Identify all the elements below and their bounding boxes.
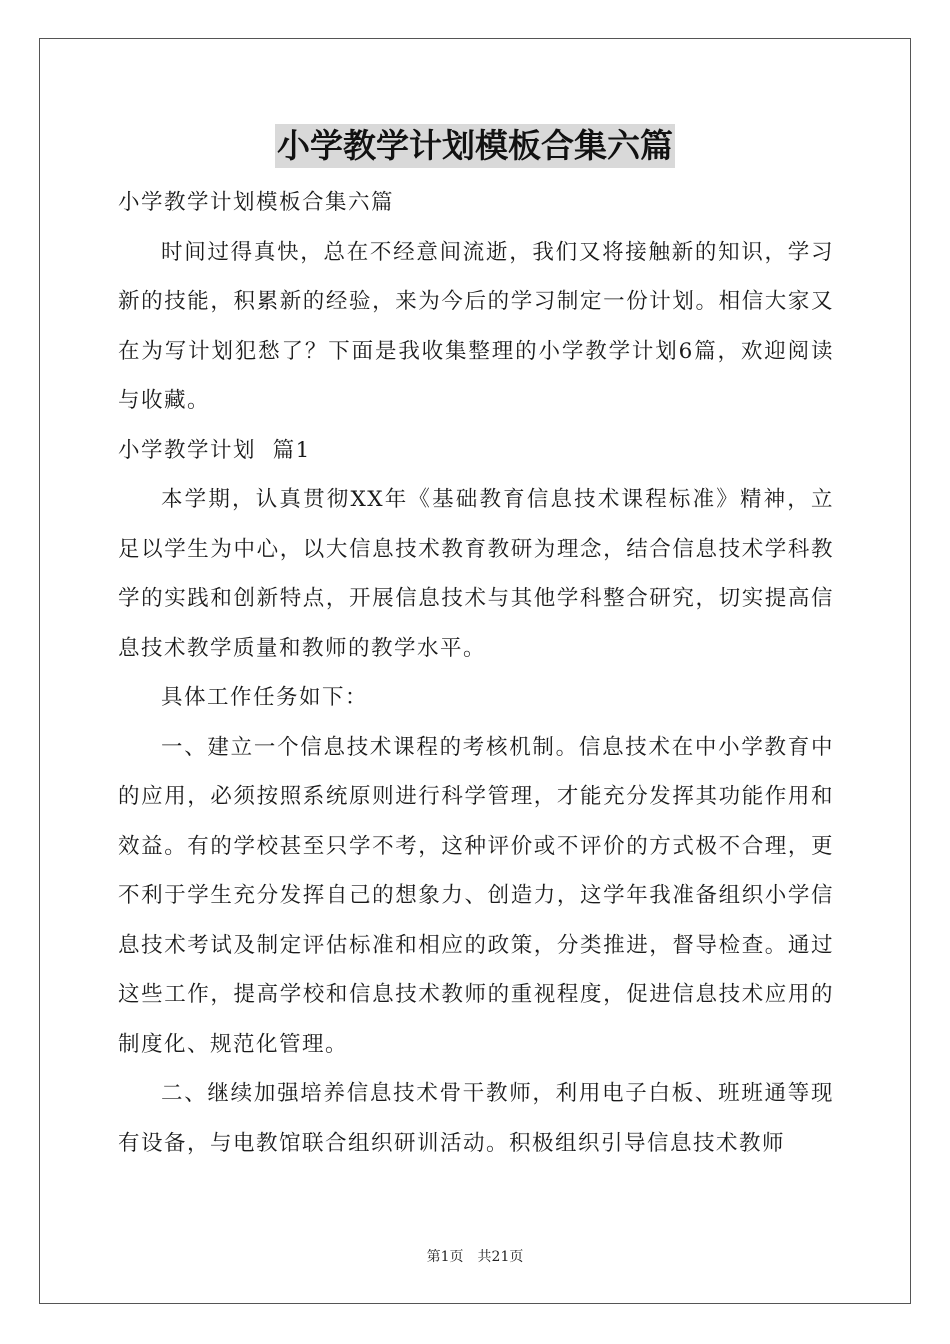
page-footer <box>0 1246 950 1266</box>
title-container <box>0 124 950 168</box>
paragraph-6: 二、继续加强培养信息技术骨干教师，利用电子白板、班班通等现有设备，与电教馆联合组织研训活动。积极组织引导信息技术教师 <box>118 1081 834 1156</box>
page-total: 共21页 <box>477 1249 524 1265</box>
paragraph-5: 一、建立一个信息技术课程的考核机制。信息技术在中小学教育中的应用，必须按照系统原则进行科学管理，才能充分发挥其功能作用和效益。有的学校甚至只学不考，这种评价或不评价的方式极不合理，更不利于学生充分发挥自己的想象力、创造力，这学年我准备组织小学信息技术考试及制定评估标准和相应的政策，分类推进，督导检查。通过这些工作，提高学校和信息技术教师的重视程度，促进信息技术应用的制度化、规范化管理。 <box>118 734 834 1057</box>
paragraph-2: 小学教学计划 篇1 <box>118 437 311 463</box>
document-body <box>118 178 834 1168</box>
paragraph-0: 小学教学计划模板合集六篇 <box>118 190 395 215</box>
paragraph-1: 时间过得真快，总在不经意间流逝，我们又将接触新的知识，学习新的技能，积累新的经验，来为今后的学习制定一份计划。相信大家又在为写计划犯愁了？下面是我收集整理的小学教学计划6篇，欢迎阅读与收藏。 <box>118 239 834 413</box>
paragraph-3: 本学期，认真贯彻XX年《基础教育信息技术课程标准》精神，立足以学生为中心，以大信息技术教育教研为理念，结合信息技术学科教学的实践和创新特点，开展信息技术与其他学科整合研究，切实提高信息技术教学质量和教师的教学水平。 <box>118 487 834 661</box>
page-number: 第1页 <box>426 1249 464 1265</box>
document-title: 小学教学计划模板合集六篇 <box>275 124 675 168</box>
paragraph-4: 具体工作任务如下： <box>161 685 369 710</box>
